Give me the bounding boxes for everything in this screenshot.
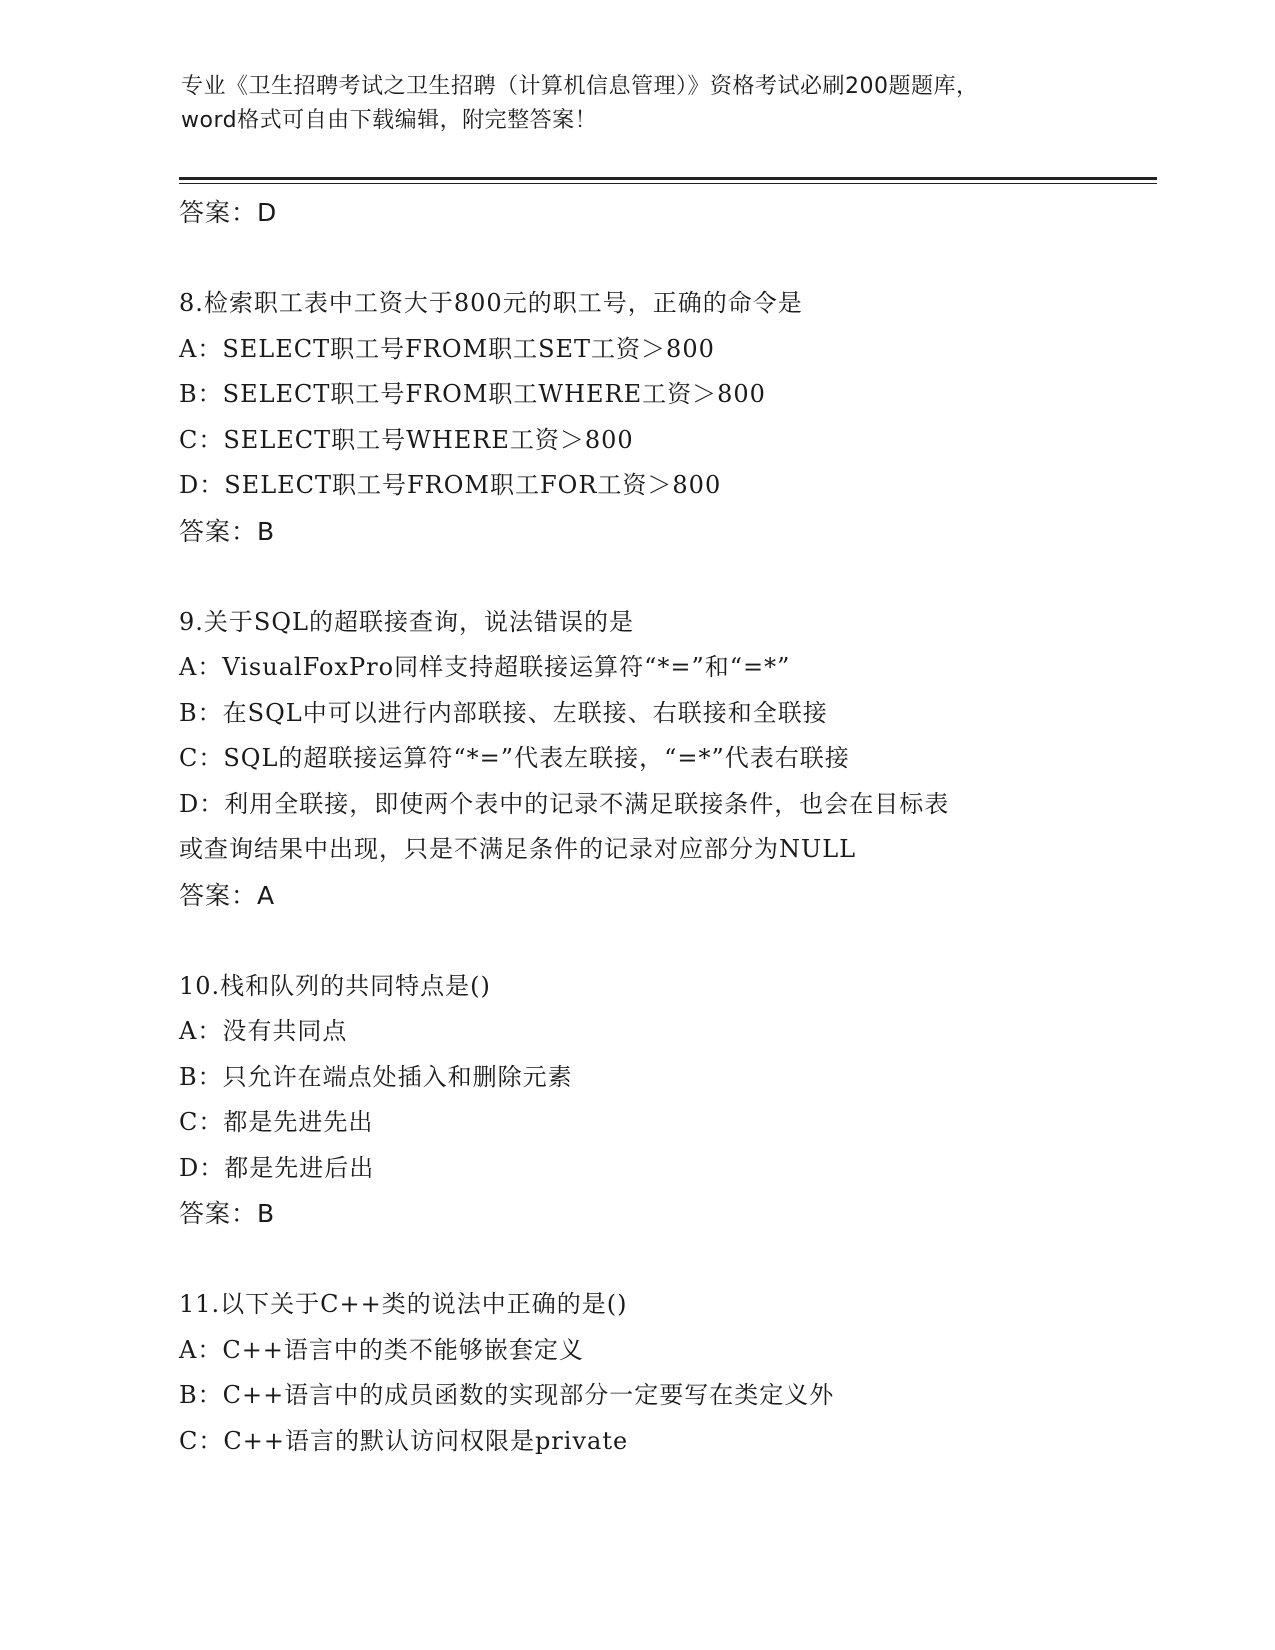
spacer bbox=[179, 918, 1139, 964]
option-a: A：VisualFoxPro同样支持超联接运算符“*=”和“=*” bbox=[179, 653, 791, 681]
header-rule-thick bbox=[179, 177, 1157, 180]
question-text: 10.栈和队列的共同特点是() bbox=[179, 971, 491, 1000]
option-b: B：SELECT职工号FROM职工WHERE工资＞800 bbox=[179, 380, 766, 408]
option-b: B：C++语言中的成员函数的实现部分一定要写在类定义外 bbox=[179, 1381, 835, 1409]
header-line-2: word格式可自由下载编辑，附完整答案！ bbox=[181, 108, 598, 133]
question-block bbox=[179, 1282, 1139, 1464]
option-d: D：利用全联接，即使两个表中的记录不满足联接条件，也会在目标表 bbox=[179, 789, 950, 818]
header-line-1: 专业《卫生招聘考试之卫生招聘（计算机信息管理）》资格考试必刷200题题库， bbox=[181, 74, 979, 99]
answer-line: 答案：B bbox=[179, 1199, 276, 1228]
option-a: A：SELECT职工号FROM职工SET工资＞800 bbox=[179, 334, 715, 363]
question-block bbox=[179, 281, 1139, 554]
question-text: 9.关于SQL的超联接查询，说法错误的是 bbox=[179, 607, 634, 636]
spacer bbox=[179, 236, 1139, 282]
option-c: C：C++语言的默认访问权限是private bbox=[179, 1426, 629, 1455]
option-a: A：没有共同点 bbox=[179, 1017, 348, 1045]
option-a: A：C++语言中的类不能够嵌套定义 bbox=[179, 1335, 584, 1364]
answer-line: 答案：D bbox=[179, 198, 278, 227]
option-d: D：都是先进后出 bbox=[179, 1153, 375, 1182]
option-d: D：SELECT职工号FROM职工FOR工资＞800 bbox=[179, 471, 722, 499]
option-c: C：SELECT职工号WHERE工资＞800 bbox=[179, 425, 634, 454]
question-list bbox=[179, 190, 1139, 1464]
question-block bbox=[179, 600, 1139, 919]
option-c: C：SQL的超联接运算符“*=”代表左联接，“=*”代表右联接 bbox=[179, 744, 850, 772]
spacer bbox=[179, 1237, 1139, 1283]
option-c: C：都是先进先出 bbox=[179, 1108, 374, 1136]
spacer bbox=[179, 554, 1139, 600]
answer-line: 答案：A bbox=[179, 880, 276, 910]
question-text: 8.检索职工表中工资大于800元的职工号，正确的命令是 bbox=[179, 289, 803, 317]
option-d-continued: 或查询结果中出现，只是不满足条件的记录对应部分为NULL bbox=[179, 835, 857, 863]
option-b: B：在SQL中可以进行内部联接、左联接、右联接和全联接 bbox=[179, 698, 828, 727]
option-b: B：只允许在端点处插入和删除元素 bbox=[179, 1062, 573, 1091]
question-text: 11.以下关于C++类的说法中正确的是() bbox=[179, 1290, 628, 1318]
question-block bbox=[179, 964, 1139, 1237]
answer-line: 答案：B bbox=[179, 516, 276, 546]
header-rule-thin bbox=[179, 183, 1157, 184]
document-header bbox=[181, 70, 1061, 138]
